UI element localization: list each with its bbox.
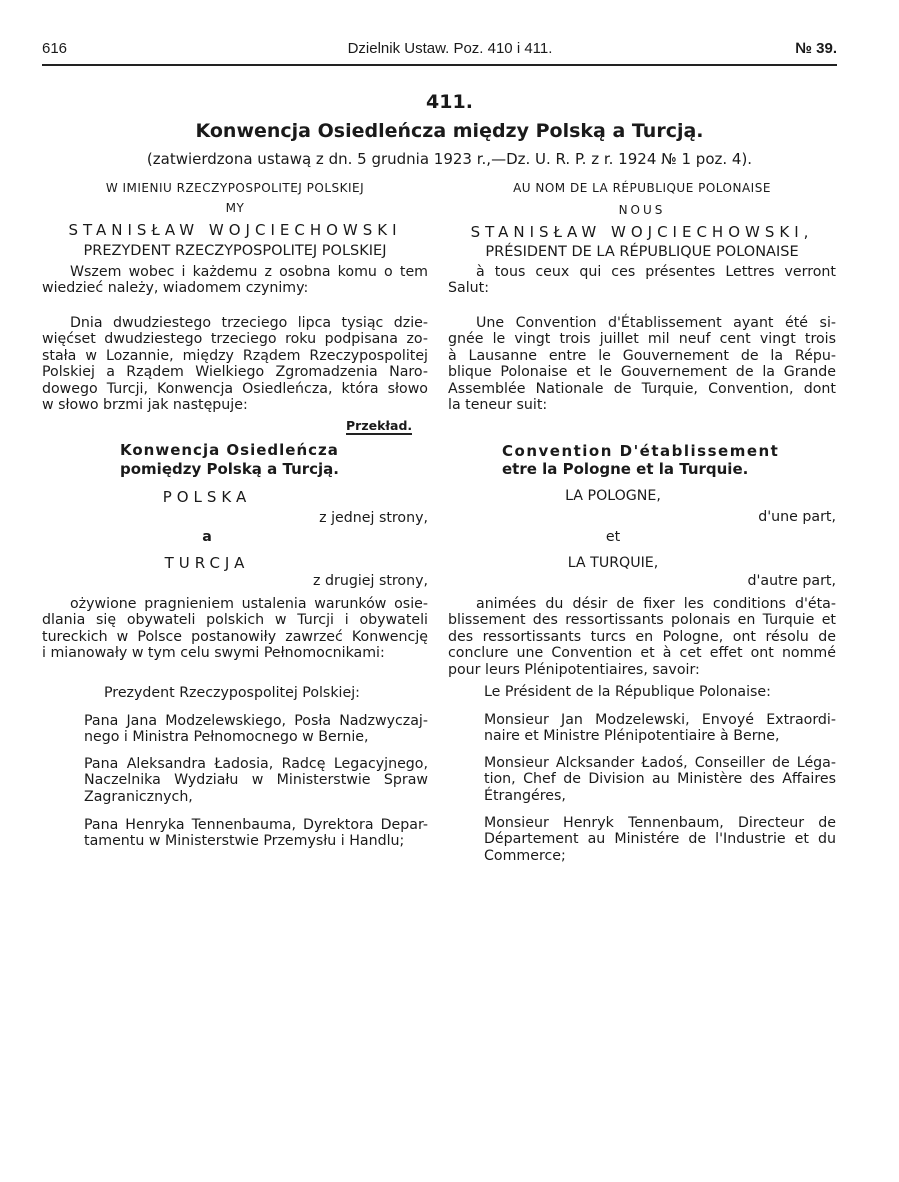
header-rule	[42, 64, 837, 66]
translation-note: Przekład.	[346, 418, 413, 433]
issue-number: № 39.	[795, 40, 837, 57]
text-line: Département au Ministére de l'Industrie et du	[484, 831, 836, 848]
document-title: Konwencja Osiedleńcza między Polską a Turcją.	[195, 120, 704, 142]
left-delegate-1	[84, 713, 428, 746]
left-my: MY	[225, 201, 245, 215]
journal-title: Dzielnik Ustaw. Poz. 410 i 411.	[347, 40, 553, 57]
text-line: tamentu w Ministerstwie Przemysłu i Handlu;	[84, 833, 405, 850]
right-party-2: LA TURQUIE,	[567, 555, 659, 571]
text-line: Wszem wobec i każdemu z osobna komu o tem	[70, 264, 428, 280]
left-party-2-side: z drugiej strony,	[313, 573, 428, 589]
right-nous: NOUS	[618, 203, 666, 217]
right-convention-subtitle: etre la Pologne et la Turquie.	[502, 460, 749, 478]
right-and: et	[605, 529, 621, 545]
left-invocation: W IMIENIU RZECZYPOSPOLITEJ POLSKIEJ	[105, 181, 365, 195]
text-line: Commerce;	[484, 847, 566, 864]
page-number: 616	[42, 40, 68, 57]
text-line: i mianowały w tym celu swymi Pełnomocnikami:	[42, 645, 385, 662]
right-delegate-2	[484, 755, 836, 804]
text-line: conclure une Convention et à cet effet ont nommé	[448, 645, 836, 662]
text-line: Polskiej a Rządem Wielkiego Zgromadzenia Naro-	[42, 364, 428, 381]
left-delegate-2	[84, 756, 428, 805]
left-convention-subtitle: pomiędzy Polską a Turcją.	[120, 460, 340, 478]
left-president: Prezydent Rzeczypospolitej Polskiej:	[104, 685, 360, 701]
right-para-3	[448, 596, 836, 678]
right-office: PRÉSIDENT DE LA RÉPUBLIQUE POLONAISE	[485, 244, 799, 260]
text-line: gnée le vingt trois juillet mil neuf cent vingt trois	[448, 331, 836, 348]
text-line: des ressortissants turcs en Pologne, ont résolu de	[448, 628, 836, 645]
text-line: Pana Aleksandra Ładosia, Radcę Legacyjnego,	[84, 756, 428, 772]
document-subtitle: (zatwierdzona ustawą z dn. 5 grudnia 1923 r.,—Dz. U. R. P. z r. 1924 № 1 poz. 4).	[146, 150, 753, 168]
text-line: naire et Ministre Plénipotentiaire à Berne,	[484, 728, 780, 745]
right-invocation: AU NOM DE LA RÉPUBLIQUE POLONAISE	[513, 181, 771, 195]
right-party-1: LA POLOGNE,	[565, 488, 661, 504]
text-line: dlania się obywateli polskich w Turcji i obywateli	[42, 612, 428, 629]
text-line: w słowo brzmi jak następuje:	[42, 397, 248, 414]
text-line: blissement des ressortissants polonais en Turquie et	[448, 612, 836, 629]
text-line: Une Convention d'Établissement ayant été si-	[476, 315, 836, 331]
text-line: stała w Lozannie, między Rządem Rzeczypospolitej	[42, 347, 428, 364]
text-line: la teneur suit:	[448, 397, 548, 414]
left-party-1-side: z jednej strony,	[319, 510, 428, 526]
right-delegate-1	[484, 712, 836, 745]
text-line: ożywione pragnieniem ustalenia warunków osie-	[70, 596, 428, 612]
text-line: Étrangéres,	[484, 787, 566, 804]
text-line: Monsieur Alcksander Ładoś, Conseiller de Léga-	[484, 755, 836, 771]
text-line: blique Polonaise et le Gouvernement de la Grande	[448, 364, 836, 381]
text-line: Monsieur Henryk Tennenbaum, Directeur de	[484, 815, 836, 831]
text-line: Monsieur Jan Modzelewski, Envoyé Extraordi-	[484, 712, 836, 728]
text-line: Assemblée Nationale de Turquie, Convention, dont	[448, 380, 836, 397]
text-line: à Lausanne entre le Gouvernement de la Répu-	[448, 347, 836, 364]
left-office: PREZYDENT RZECZYPOSPOLITEJ POLSKIEJ	[83, 243, 387, 259]
text-line: Naczelnika Wydziału w Ministerstwie Spraw	[84, 772, 428, 789]
right-convention-title: Convention D'établissement	[502, 442, 780, 460]
left-convention-title: Konwencja Osiedleńcza	[120, 441, 339, 459]
right-para-1	[448, 264, 836, 297]
text-line: dowego Turcji, Konwencja Osiedleńcza, która słowo	[42, 380, 428, 397]
text-line: à tous ceux qui ces présentes Lettres verront	[476, 264, 836, 280]
right-party-2-side: d'autre part,	[747, 573, 836, 589]
text-line: animées du désir de fixer les conditions d'éta-	[476, 596, 836, 612]
text-line: Dnia dwudziestego trzeciego lipca tysiąc dzie-	[70, 315, 428, 331]
right-party-1-side: d'une part,	[758, 509, 836, 525]
left-party-2: TURCJA	[164, 554, 250, 572]
left-party-1: POLSKA	[162, 488, 252, 506]
text-line: Pana Henryka Tennenbauma, Dyrektora Depar-	[84, 817, 428, 833]
text-line: tion, Chef de Division au Ministère des Affaires	[484, 771, 836, 788]
text-line: pour leurs Plénipotentiaires, savoir:	[448, 661, 700, 678]
left-name: STANISŁAW WOJCIECHOWSKI	[68, 221, 402, 239]
left-para-2	[42, 315, 428, 413]
left-para-1	[42, 264, 428, 297]
text-line: więćset dwudziestego trzeciego roku podpisana zo-	[42, 331, 428, 348]
right-president: Le Président de la République Polonaise:	[484, 684, 771, 700]
item-number: 411.	[426, 91, 473, 113]
left-delegate-3	[84, 817, 428, 850]
text-line: nego i Ministra Pełnomocnego w Bernie,	[84, 729, 369, 746]
left-and: a	[202, 529, 212, 545]
right-delegate-3	[484, 815, 836, 864]
right-name: STANISŁAW WOJCIECHOWSKI,	[470, 223, 814, 241]
text-line: Pana Jana Modzelewskiego, Posła Nadzwyczaj-	[84, 713, 428, 729]
text-line: wiedzieć należy, wiadomem czynimy:	[42, 280, 309, 297]
text-line: tureckich w Polsce postanowiły zawrzeć Konwencję	[42, 628, 428, 645]
left-para-3	[42, 596, 428, 662]
text-line: Salut:	[448, 280, 489, 297]
right-para-2	[448, 315, 836, 413]
text-line: Zagranicznych,	[84, 788, 193, 805]
